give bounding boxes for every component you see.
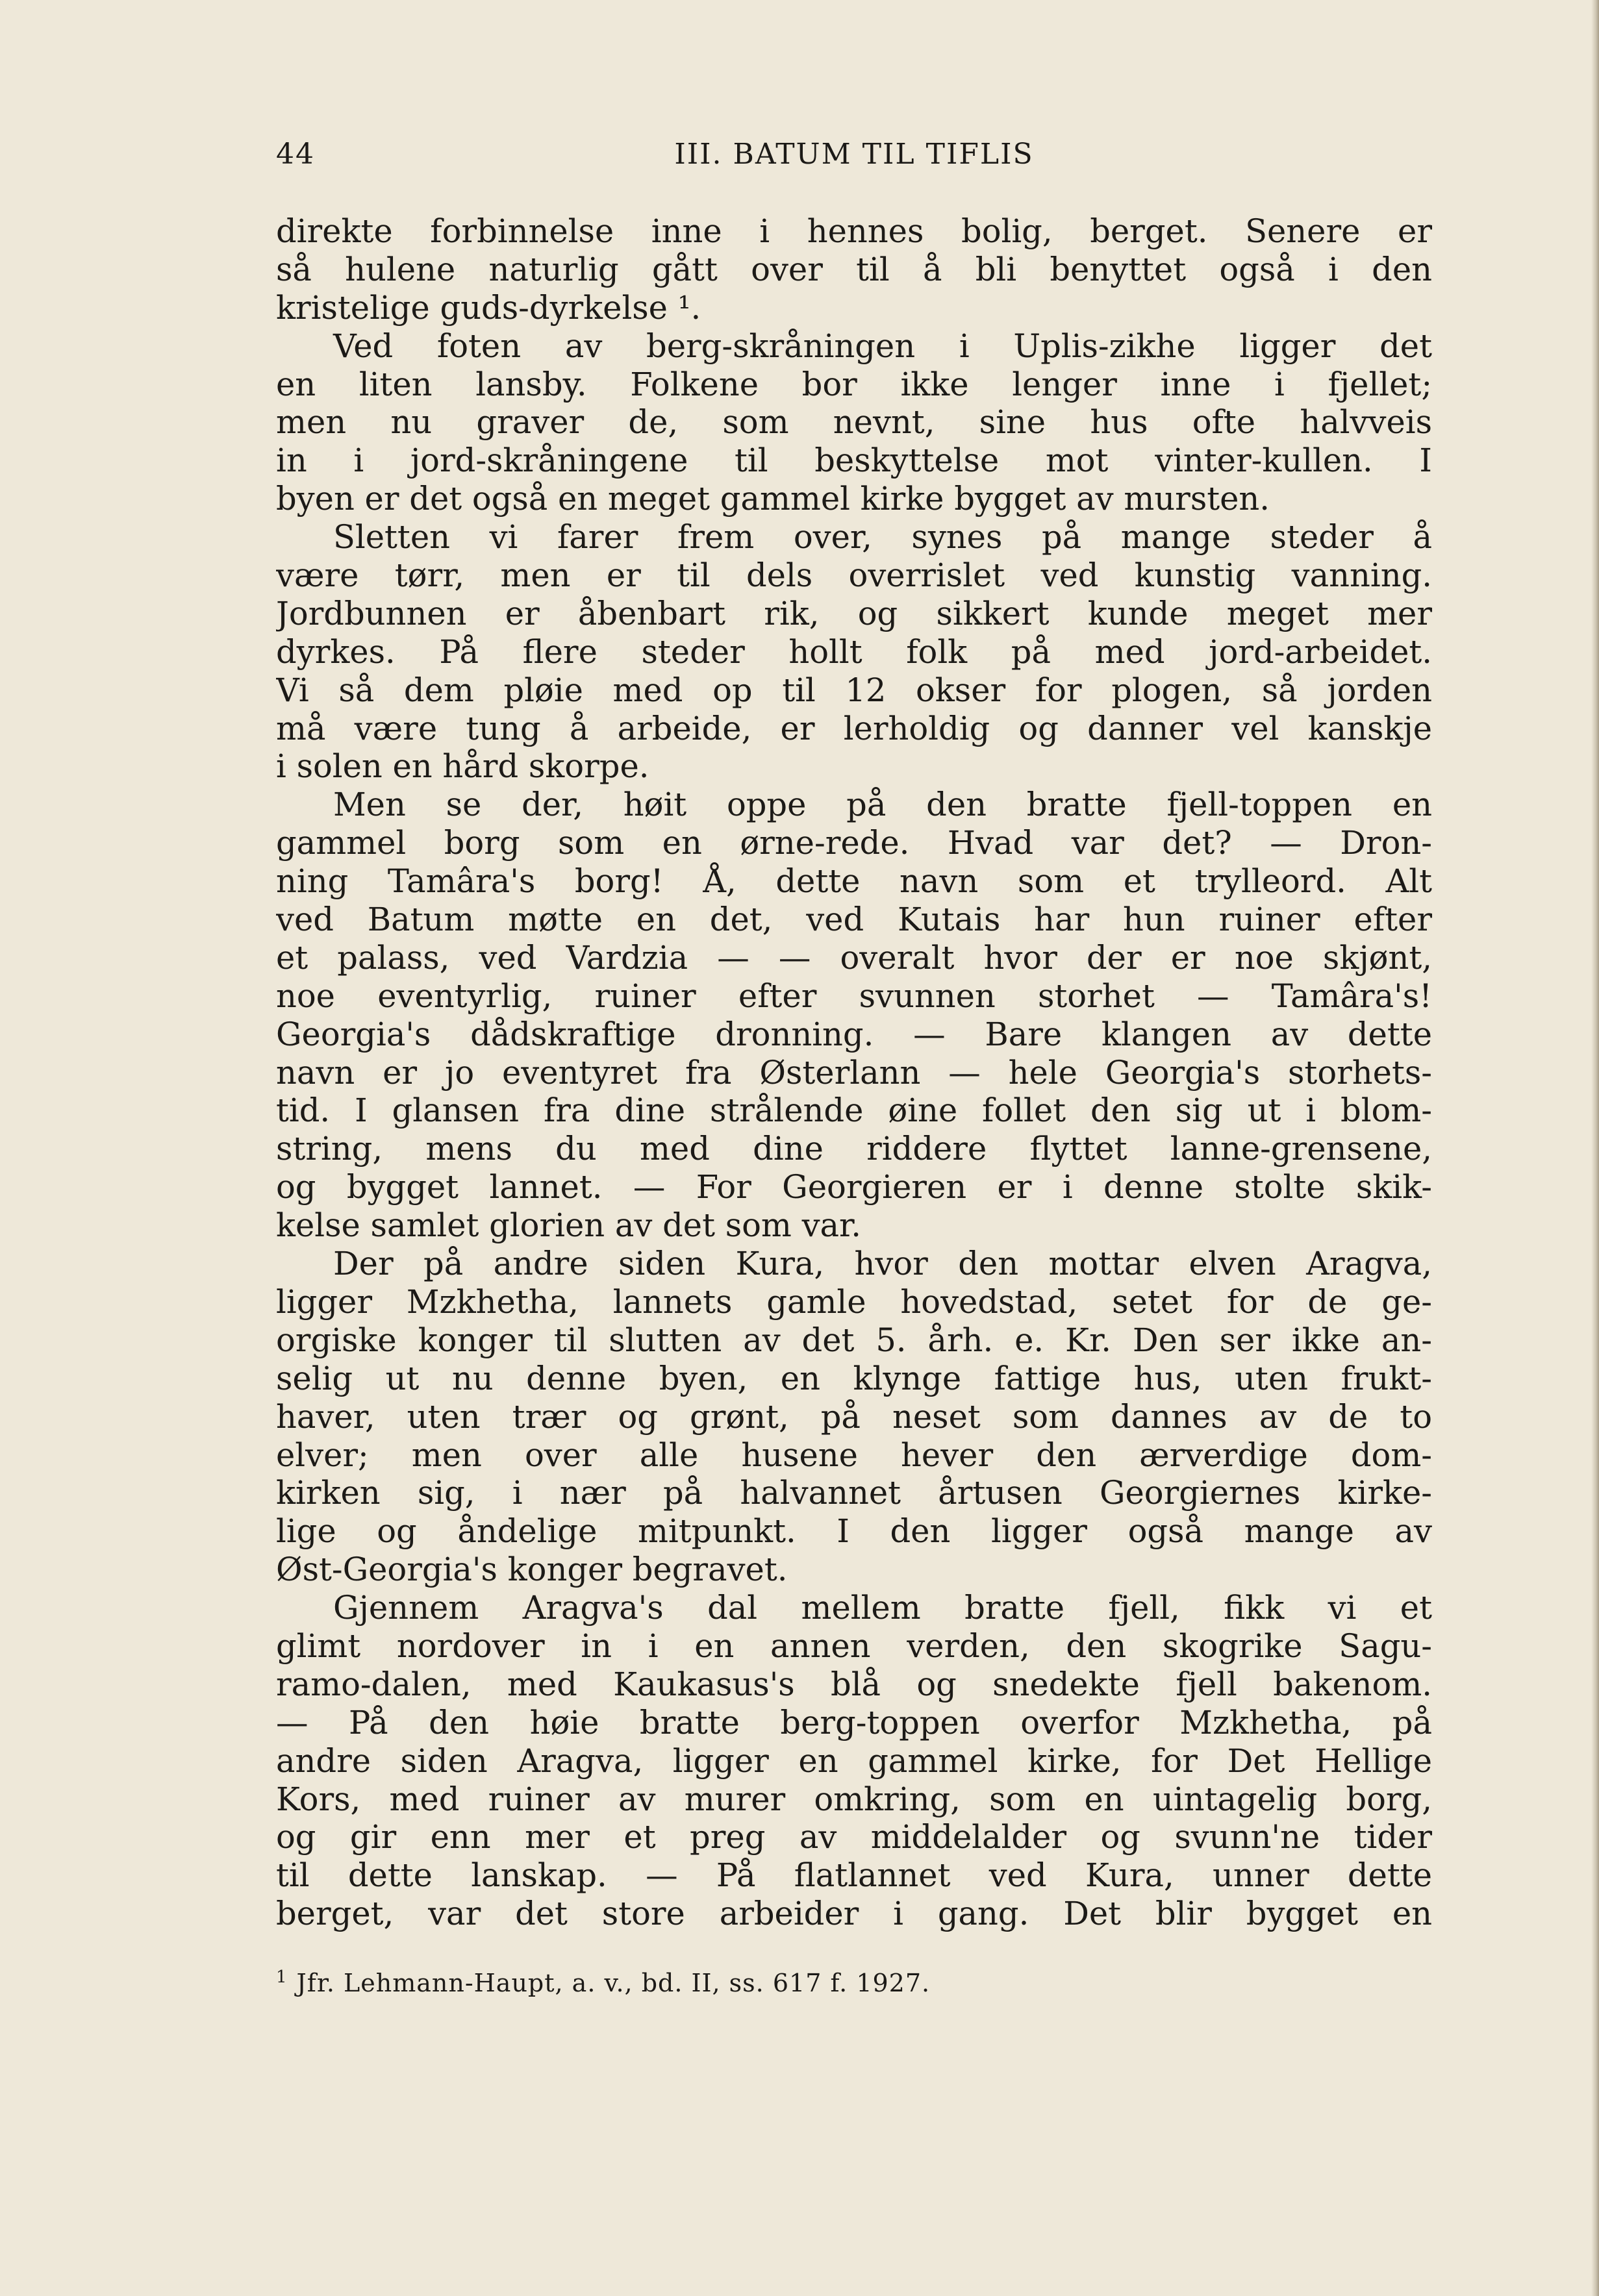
text-line: gammel borg som en ørne-rede. Hvad var det? — Dron- [276,824,1432,862]
text-line: lige og åndelige mitpunkt. I den ligger også mange av [276,1512,1432,1551]
footnote-text: Jfr. Lehmann-Haupt, a. v., bd. II, ss. 617 f. 1927. [296,1969,931,1997]
text-line: så hulene naturlig gått over til å bli benyttet også i den [276,250,1432,288]
text-line: Øst-Georgia's konger begravet. [276,1551,788,1589]
text-line: et palass, ved Vardzia — — overalt hvor der er noe skjønt, [276,938,1432,977]
text-line: en liten lansby. Folkene bor ikke lenger inne i fjellet; [276,365,1432,403]
text-line: byen er det også en meget gammel kirke bygget av mursten. [276,480,1270,518]
text-line: og gir enn mer et preg av middelalder og svunn'ne tider [276,1818,1432,1856]
text-line: Vi så dem pløie med op til 12 okser for plogen, så jorden [276,671,1432,709]
text-line: Gjennem Aragva's dal mellem bratte fjell, fikk vi et [333,1589,1432,1627]
text-line: Ved foten av berg-skråningen i Uplis-zikhe ligger det [333,327,1432,365]
text-line: ramo-dalen, med Kaukasus's blå og snedekte fjell bakenom. [276,1665,1432,1703]
text-line: navn er jo eventyret fra Østerlann — hele Georgia's storhets- [276,1053,1432,1092]
text-line: Jordbunnen er åbenbart rik, og sikkert kunde meget mer [276,594,1432,632]
text-line: — På den høie bratte berg-toppen overfor Mzkhetha, på [276,1703,1432,1741]
page-edge-shadow [1591,0,1599,2296]
text-line: Men se der, høit oppe på den bratte fjell-toppen en [333,786,1432,824]
text-line: in i jord-skråningene til beskyttelse mot vinter-kullen. I [276,442,1432,480]
text-line: men nu graver de, som nevnt, sine hus ofte halvveis [276,403,1432,442]
page-number: 44 [276,138,315,171]
text-line: selig ut nu denne byen, en klynge fattige hus, uten frukt- [276,1359,1432,1397]
text-line: berget, var det store arbeider i gang. Det blir bygget en [276,1895,1432,1933]
text-line: haver, uten trær og grønt, på neset som dannes av de to [276,1397,1432,1436]
text-line: Georgia's dådskraftige dronning. — Bare klangen av dette [276,1015,1432,1053]
text-line: kelse samlet glorien av det som var. [276,1206,862,1245]
text-line: ligger Mzkhetha, lannets gamle hovedstad, setet for de ge- [276,1282,1432,1321]
text-line: orgiske konger til slutten av det 5. årh. e. Kr. Den ser ikke an- [276,1321,1432,1359]
text-line: ved Batum møtte en det, ved Kutais har hun ruiner efter [276,901,1432,939]
text-line: Kors, med ruiner av murer omkring, som en uintagelig borg, [276,1780,1432,1818]
text-line: og bygget lannet. — For Georgieren er i denne stolte skik- [276,1168,1432,1206]
text-line: Der på andre siden Kura, hvor den mottar elven Aragva, [333,1245,1432,1283]
text-line: dyrkes. På flere steder hollt folk på med jord-arbeidet. [276,632,1432,671]
footnote [276,1961,1432,1999]
running-head: III. BATUM TIL TIFLIS [674,138,1034,171]
body-text [276,212,1432,1933]
text-line: string, mens du med dine riddere flyttet lanne-grensene, [276,1130,1432,1168]
text-line: andre siden Aragva, ligger en gammel kirke, for Det Hellige [276,1741,1432,1780]
text-line: være tørr, men er til dels overrislet ved kunstig vanning. [276,556,1432,595]
text-line: i solen en hård skorpe. [276,747,649,786]
text-line: tid. I glansen fra dine strålende øine follet den sig ut i blom- [276,1092,1432,1130]
text-line: kirken sig, i nær på halvannet årtusen Georgiernes kirke- [276,1474,1432,1512]
text-line: noe eventyrlig, ruiner efter svunnen storhet — Tamâra's! [276,977,1432,1015]
page-header [276,138,1432,177]
text-line: til dette lanskap. — På flatlannet ved Kura, unner dette [276,1856,1432,1895]
text-line: ning Tamâra's borg! Å, dette navn som et trylleord. Alt [276,862,1432,901]
text-line: glimt nordover in i en annen verden, den skogrike Sagu- [276,1627,1432,1665]
text-line: direkte forbinnelse inne i hennes bolig, berget. Senere er [276,212,1432,250]
text-line: elver; men over alle husene hever den ærverdige dom- [276,1436,1432,1474]
text-line: Sletten vi farer frem over, synes på mange steder å [333,518,1432,556]
text-line: må være tung å arbeide, er lerholdig og danner vel kanskje [276,709,1432,747]
text-line: kristelige guds-dyrkelse ¹. [276,288,701,327]
footnote-marker: 1 [276,1967,288,1987]
